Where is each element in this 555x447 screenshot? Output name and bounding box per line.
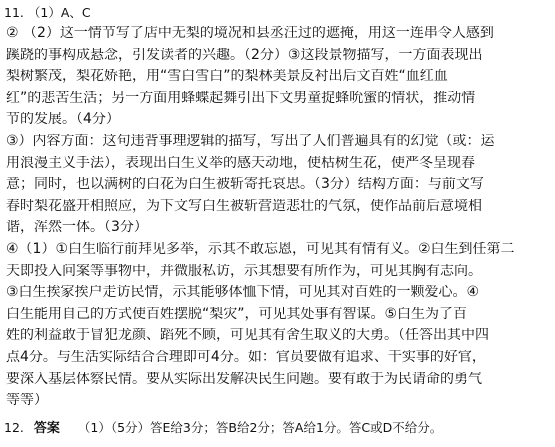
answer-line: 节的发展。（4分） [6, 112, 120, 128]
question-12-answer-label: 答案 [33, 421, 60, 436]
answer-line: ③）内容方面：这句违背事理逻辑的描写，写出了人们普遍具有的幻觉（或：运 [6, 133, 495, 149]
answer-line: 要深入基层体察民情。要从实际出发解决民生问题。要有敢于为民请命的勇气 [6, 371, 482, 387]
answer-line: ② （2）这一情节写了店中无梨的境况和县丞汪过的遮掩，用这一连串令人感到 [6, 26, 494, 41]
answer-line: ④（1）①白生临行前拜见多举，示其不敢忘恩，可见其有情有义。②白生到任第二 [6, 241, 515, 257]
answer-line: 姓的利益敢于冒犯龙颜、蹈死不顾，可见其有舍生取义的大勇。（任答出其中四 [6, 328, 489, 344]
question-11-header [4, 3, 91, 21]
question-12-number: 12. [4, 420, 24, 435]
answer-line: 谐，浑然一体。（3分） [6, 220, 148, 236]
answer-line: 红”的悲苦生活；另一方面用蜂蝶起舞引出下文男童捉蜂吮蜜的情状，推动情 [6, 90, 476, 106]
answer-line: ③白生挨家挨户走访民情，示其能够体恤下情，可见其对百姓的一颗爱心。④ [6, 285, 480, 301]
answer-line: 意；同时，也以满树的白花为白生被斩寄托哀思。（3分）结构方面：与前文写 [6, 177, 484, 193]
answer-line: 梨树繁茂，梨花娇艳，用“雪白雪白”的梨林美景反衬出后文百姓“血红血 [6, 69, 448, 85]
answer-line: 蹊跷的事构成悬念，引发读者的兴趣。（2分）③这段景物描写，一方面表现出 [6, 47, 483, 63]
question-11-number: 11. [4, 5, 24, 20]
answer-line: 春时梨花盛开相照应，为下文写白生被斩营造悲壮的气氛，使作品前后意境相 [6, 198, 482, 214]
answer-line: 用浪漫主义手法），表现出白生义举的感天动地，使枯树生花，使严冬呈现春 [6, 155, 475, 171]
question-11-answer-body [6, 26, 551, 415]
answer-line: 白生能用自己的方式使百姓摆脱“梨灾”，可见其处事有智谋。⑤白生为了百 [6, 306, 468, 322]
answer-line: 天即投入问案等事物中，并微服私访，示其想要有所作为，可见其胸有志向。 [6, 263, 482, 279]
answer-line: 等等） [6, 393, 48, 409]
question-12 [4, 417, 442, 436]
question-12-answer-text: （1）（5分）答E给3分；答B给2分；答A给1分。答C或D不给分。 [77, 420, 443, 435]
answer-line: 点4分。与生活实际结合合理即可4分。如：官员要做有追求、干实事的好官， [6, 349, 486, 365]
question-11-answer-1: （1）A、C [27, 5, 91, 20]
